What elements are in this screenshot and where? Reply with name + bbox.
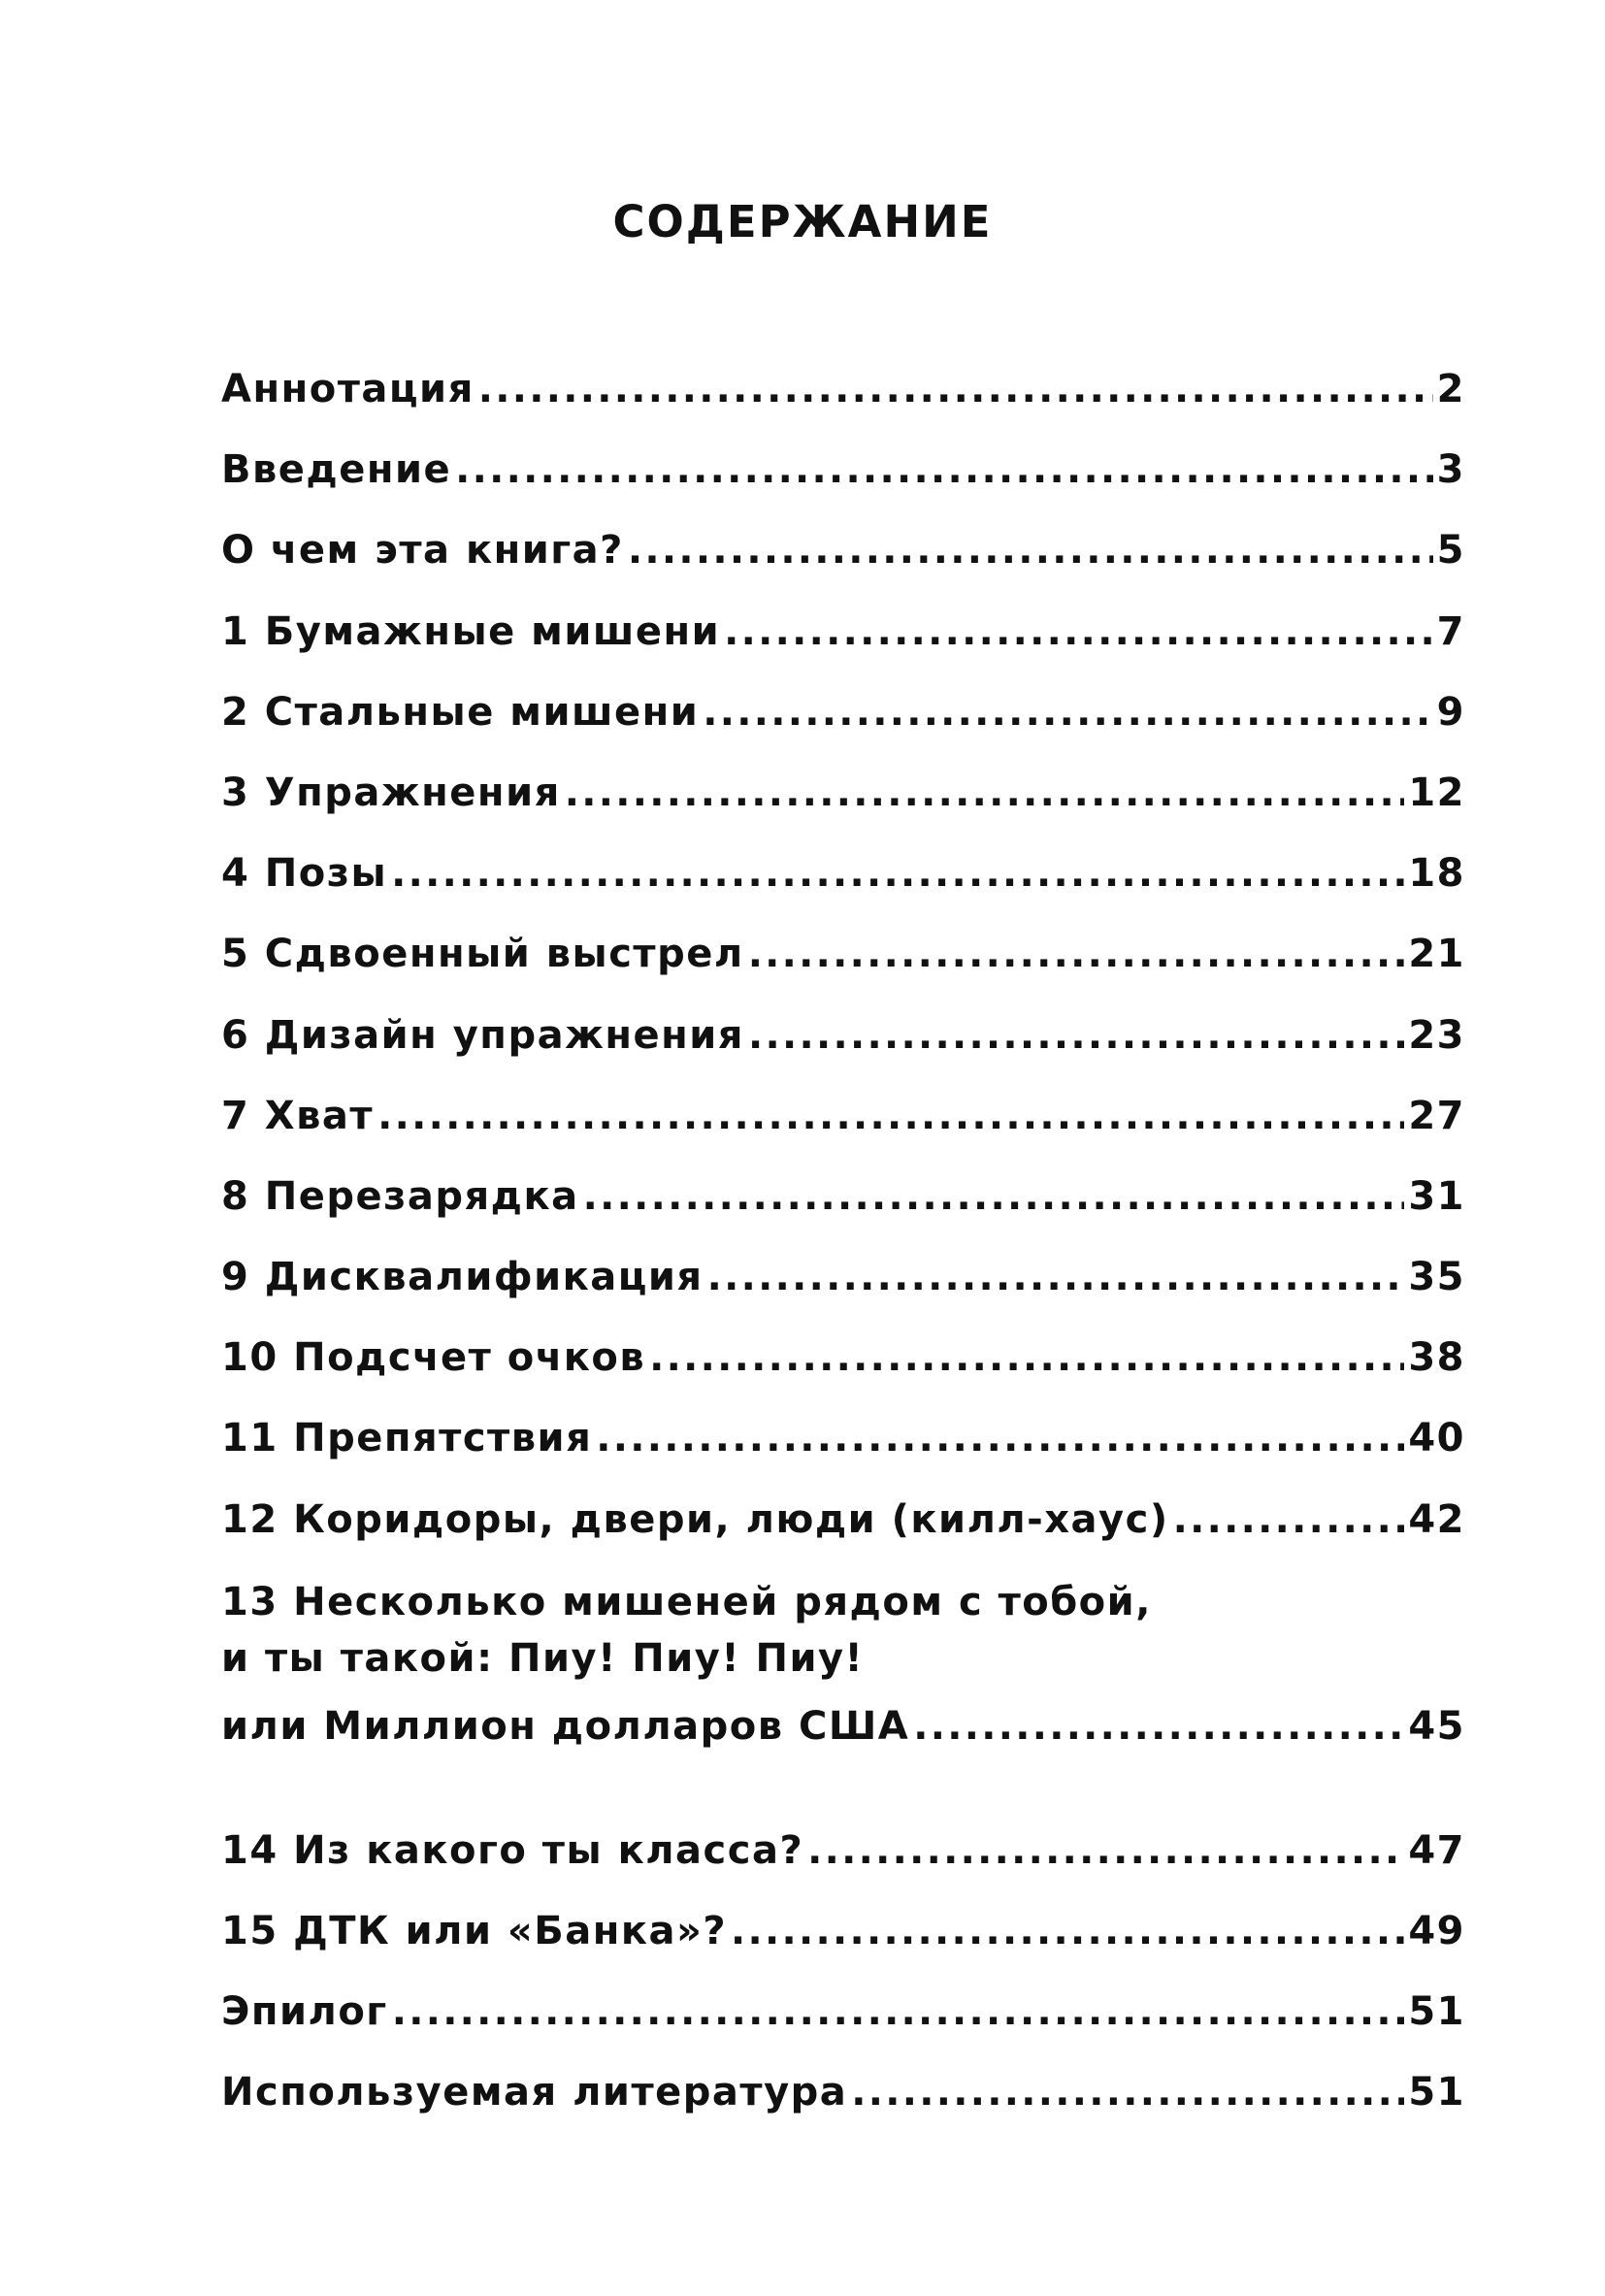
toc-entry-title: 10 Подсчет очков [221,1335,646,1381]
toc-entry [221,996,1465,1076]
toc-entry-title: Используемая литература [221,2070,848,2116]
dot-leader [748,996,1404,1076]
toc-entry-page: 51 [1408,2070,1465,2116]
toc-entry-page: 21 [1408,932,1465,977]
toc-entry [221,430,1465,510]
toc-entry-page: 45 [1408,1703,1465,1749]
toc-entry [221,2052,1465,2133]
toc-entry-title: 14 Из какого ты класса? [221,1827,804,1873]
dot-leader [913,1687,1404,1767]
toc-entry-page: 7 [1436,608,1465,654]
toc-entry-title: Аннотация [221,367,475,411]
table-of-contents [221,349,1465,2134]
toc-entry [221,1318,1465,1398]
toc-entry-title: 4 Позы [221,851,388,897]
toc-entry-page: 18 [1408,851,1465,897]
dot-leader [748,914,1405,995]
toc-entry-title: Введение [221,447,452,493]
toc-entry-title: О чем эта книга? [221,528,624,574]
dot-leader [807,1811,1404,1891]
toc-entry-title: 12 Коридоры, двери, люди (килл-хаус) [221,1496,1169,1542]
toc-entry [221,1972,1465,2052]
page-title: СОДЕРЖАНИЕ [612,196,993,247]
dot-leader [565,753,1405,834]
toc-entry [221,834,1465,914]
dot-leader [703,672,1432,753]
toc-entry [221,1480,1465,1560]
toc-entry-page: 2 [1436,367,1465,411]
dot-leader [596,1398,1404,1479]
toc-entry-page: 38 [1408,1335,1465,1381]
dot-leader [851,2052,1404,2133]
toc-entry-title-line-3: или Миллион долларов США [221,1703,910,1749]
toc-entry-multiline [221,1574,1465,1811]
dot-leader [724,592,1432,672]
toc-entry-page: 49 [1408,1909,1465,1953]
toc-entry [221,510,1465,591]
toc-entry [221,1076,1465,1157]
toc-entry-title: 5 Сдвоенный выстрел [221,932,744,977]
dot-leader [731,1891,1404,1972]
toc-entry-page: 51 [1408,1989,1465,2035]
toc-entry-page: 5 [1436,528,1465,574]
toc-entry [221,1237,1465,1318]
toc-entry-page: 40 [1408,1416,1465,1461]
dot-leader [583,1157,1405,1237]
toc-entry [221,592,1465,672]
dot-leader [1173,1480,1405,1560]
toc-entry [221,1398,1465,1479]
toc-entry-title: 6 Дизайн упражнения [221,1012,744,1058]
toc-entry-title: Эпилог [221,1989,388,2035]
toc-entry-title: 1 Бумажные мишени [221,608,721,654]
toc-entry [221,1891,1465,1972]
toc-entry-page: 3 [1436,447,1465,493]
toc-entry-title: 7 Хват [221,1093,375,1138]
toc-entry-title: 2 Стальные мишени [221,689,700,735]
toc-entry [221,1811,1465,1891]
toc-entry [221,753,1465,834]
toc-entry-page: 23 [1408,1012,1465,1058]
toc-entry-title: 8 Перезарядка [221,1173,579,1219]
toc-entry-page: 9 [1436,689,1465,735]
dot-leader [478,349,1433,430]
dot-leader [377,1076,1404,1157]
toc-entry-title: 3 Упражнения [221,770,561,815]
dot-leader [455,430,1433,510]
toc-entry-page: 35 [1408,1255,1465,1300]
dot-leader [391,834,1404,914]
toc-entry [221,672,1465,753]
toc-entry [221,914,1465,995]
toc-entry-title: 11 Препятствия [221,1416,593,1461]
toc-entry-page: 47 [1408,1827,1465,1873]
toc-entry-title: 9 Дисквалификация [221,1255,704,1300]
toc-entry-page: 42 [1408,1496,1465,1542]
dot-leader [649,1318,1404,1398]
toc-entry-title: 15 ДТК или «Банка»? [221,1909,728,1953]
toc-entry-title-line-1: 13 Несколько мишеней рядом с тобой, [221,1579,1152,1624]
dot-leader [628,510,1433,591]
toc-entry-title-line-2: и ты такой: Пиу! Пиу! Пиу! [221,1635,865,1681]
dot-leader [392,1972,1405,2052]
toc-entry-page: 27 [1408,1093,1465,1138]
dot-leader [707,1237,1405,1318]
toc-entry-page: 31 [1408,1173,1465,1219]
toc-entry-page: 12 [1408,770,1465,815]
toc-entry [221,1157,1465,1237]
toc-entry [221,349,1465,430]
